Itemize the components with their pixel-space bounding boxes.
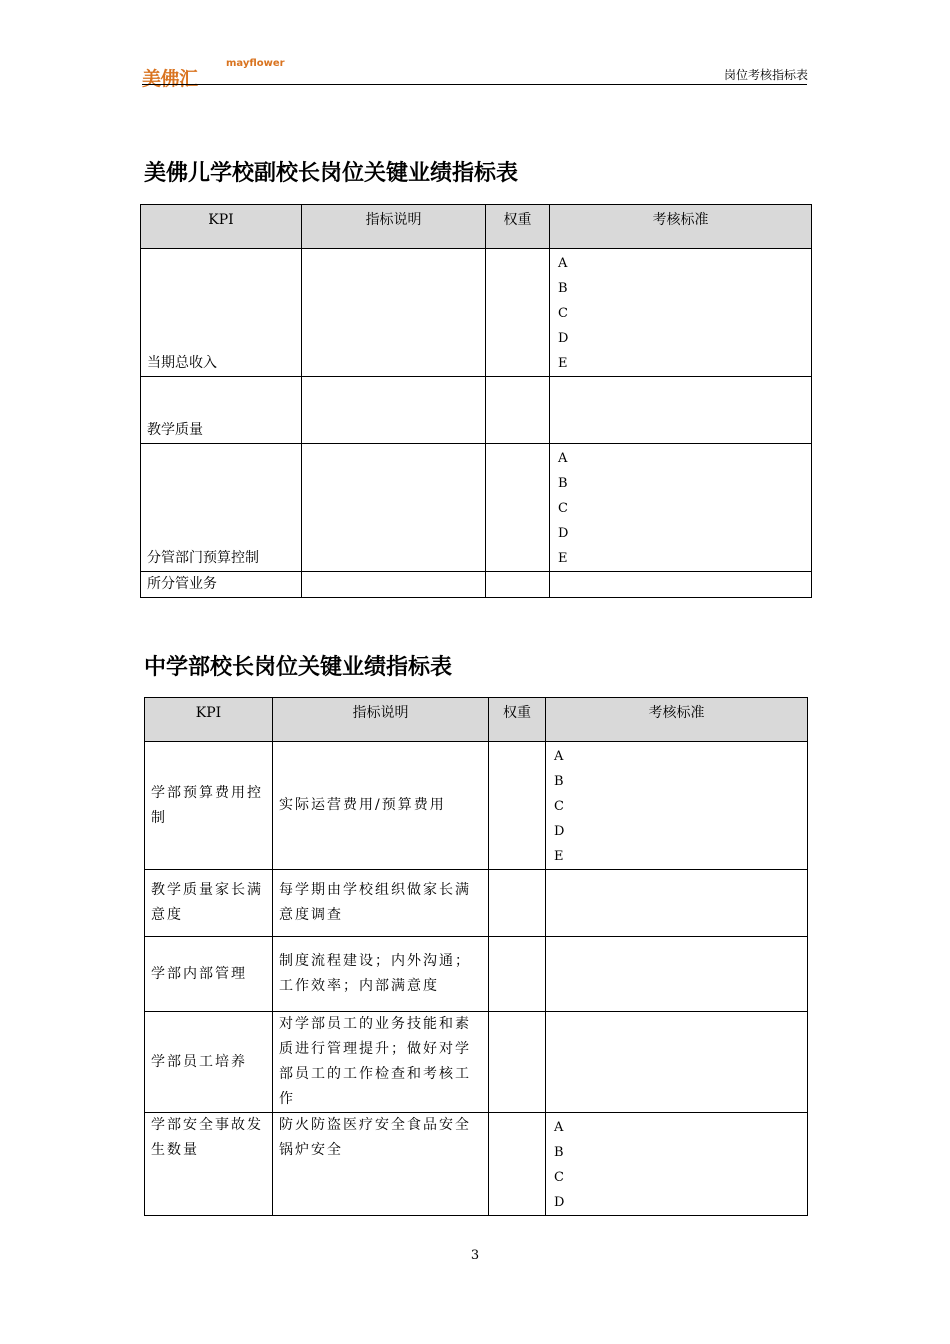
weight-cell (489, 1113, 546, 1216)
grade-a: A (554, 749, 564, 764)
table1-title: 美佛儿学校副校长岗位关键业绩指标表 (144, 161, 519, 186)
kpi-cell: 学部内部管理 (145, 937, 273, 1012)
description-cell: 实际运营费用/预算费用 (273, 742, 489, 870)
criteria-cell (546, 937, 808, 1012)
weight-cell (489, 870, 546, 937)
table-row (145, 742, 808, 870)
description-cell (302, 572, 486, 598)
table2-title: 中学部校长岗位关键业绩指标表 (144, 655, 453, 680)
description-cell: 防火防盗医疗安全食品安全锅炉安全 (273, 1113, 489, 1216)
table-row (145, 870, 808, 937)
grade-c: C (558, 306, 568, 321)
header-weight: 权重 (486, 205, 550, 249)
description-cell: 制度流程建设；内外沟通；工作效率；内部满意度 (273, 937, 489, 1012)
header-criteria: 考核标准 (546, 698, 808, 742)
weight-cell (486, 249, 550, 377)
description-cell: 对学部员工的业务技能和素质进行管理提升；做好对学部员工的工作检查和考核工作 (273, 1012, 489, 1113)
criteria-cell (546, 742, 808, 870)
kpi-cell: 当期总收入 (141, 249, 302, 377)
weight-cell (489, 937, 546, 1012)
kpi-cell: 分管部门预算控制 (141, 444, 302, 572)
middle-school-principal-kpi-table (144, 697, 808, 1216)
kpi-cell: 所分管业务 (141, 572, 302, 598)
grade-d: D (554, 1195, 565, 1210)
logo-text: 美佛汇 (142, 68, 198, 90)
kpi-cell: 学部预算费用控制 (145, 742, 273, 870)
grade-b: B (554, 774, 564, 789)
vice-principal-kpi-table (140, 204, 812, 598)
kpi-cell: 教学质量 (141, 377, 302, 444)
weight-cell (486, 572, 550, 598)
table-row (141, 377, 812, 444)
criteria-cell (550, 249, 812, 377)
grade-c: C (558, 501, 568, 516)
criteria-cell (546, 1012, 808, 1113)
document-title: 岗位考核指标表 (723, 68, 808, 82)
header-description: 指标说明 (273, 698, 489, 742)
table-row (145, 1113, 808, 1216)
table-row (141, 444, 812, 572)
header-description: 指标说明 (302, 205, 486, 249)
grade-d: D (558, 526, 569, 541)
description-cell (302, 249, 486, 377)
grade-a: A (558, 256, 568, 271)
table-row (145, 937, 808, 1012)
grade-c: C (554, 799, 564, 814)
page-number: 3 (470, 1248, 480, 1263)
grade-b: B (554, 1145, 564, 1160)
header-kpi: KPI (141, 205, 302, 249)
grade-d: D (558, 331, 569, 346)
kpi-cell: 学部员工培养 (145, 1012, 273, 1113)
criteria-cell (546, 870, 808, 937)
grade-d: D (554, 824, 565, 839)
kpi-cell: 学部安全事故发生数量 (145, 1113, 273, 1216)
header-criteria: 考核标准 (550, 205, 812, 249)
header-kpi: KPI (145, 698, 273, 742)
description-cell (302, 444, 486, 572)
description-cell (302, 377, 486, 444)
kpi-cell: 教学质量家长满意度 (145, 870, 273, 937)
criteria-cell (550, 377, 812, 444)
criteria-cell (550, 444, 812, 572)
grade-b: B (558, 476, 568, 491)
grade-a: A (554, 1120, 564, 1135)
weight-cell (489, 1012, 546, 1113)
grade-e: E (558, 551, 568, 566)
header-divider (142, 84, 807, 85)
grade-e: E (554, 849, 564, 864)
grade-a: A (558, 451, 568, 466)
table-row (141, 572, 812, 598)
grade-b: B (558, 281, 568, 296)
header-weight: 权重 (489, 698, 546, 742)
weight-cell (489, 742, 546, 870)
description-cell: 每学期由学校组织做家长满意度调查 (273, 870, 489, 937)
weight-cell (486, 377, 550, 444)
table-header-row (145, 698, 808, 742)
table-row (141, 249, 812, 377)
grade-c: C (554, 1170, 564, 1185)
table-row (145, 1012, 808, 1113)
weight-cell (486, 444, 550, 572)
criteria-cell (546, 1113, 808, 1216)
table-header-row (141, 205, 812, 249)
criteria-cell (550, 572, 812, 598)
grade-e: E (558, 356, 568, 371)
logo-sup-text: mayflower (226, 58, 285, 69)
